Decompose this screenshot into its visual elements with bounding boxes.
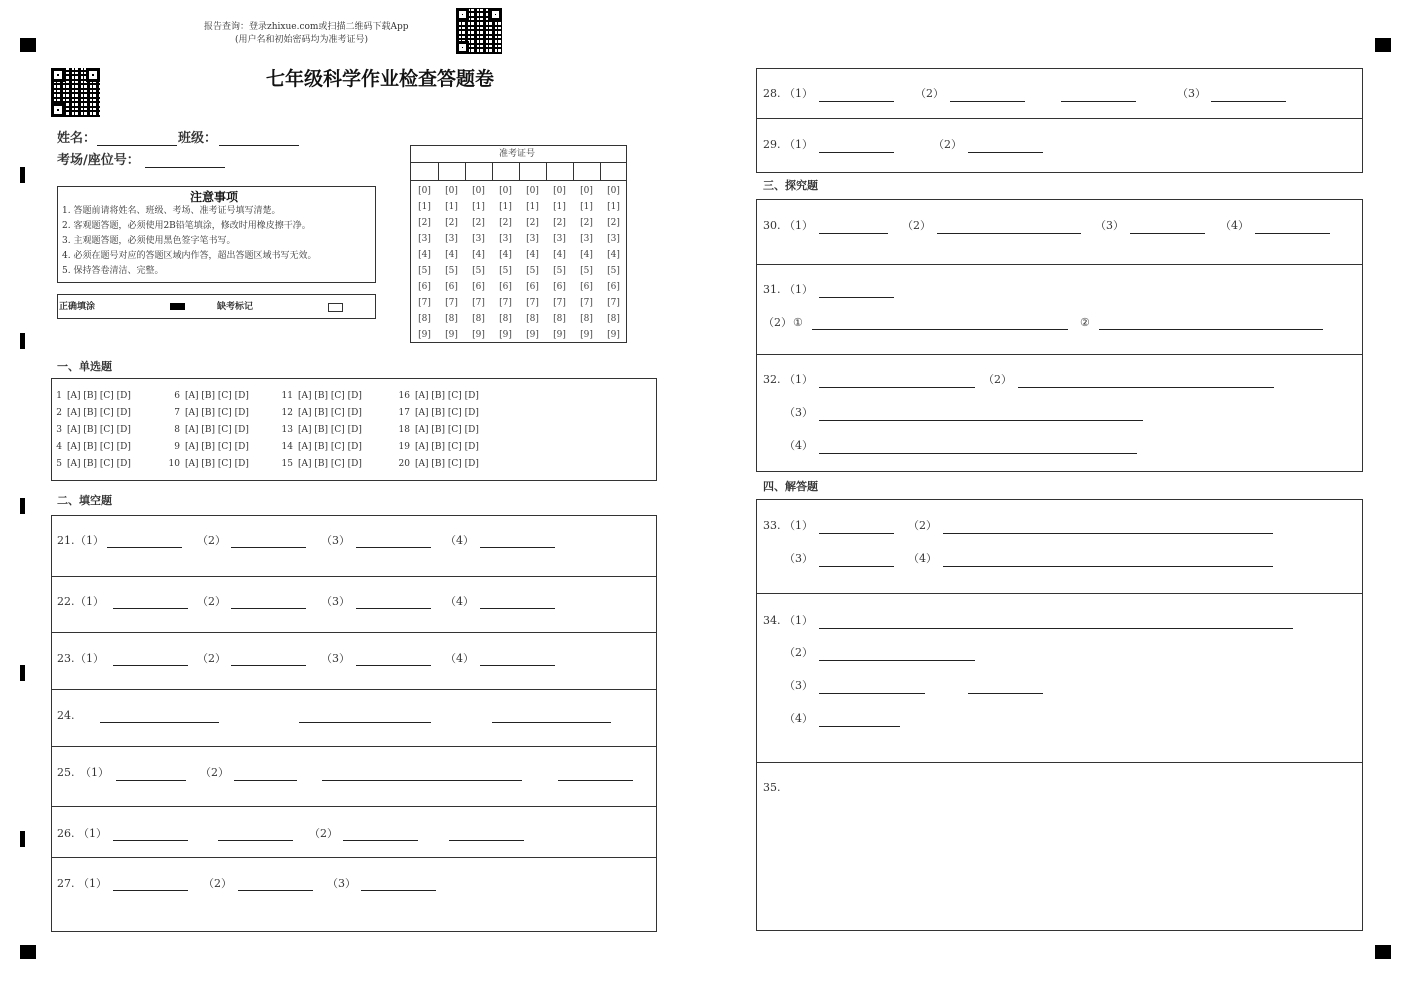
exam-id-bubble[interactable]: [3] bbox=[499, 234, 512, 244]
exam-id-column bbox=[411, 183, 438, 343]
exam-id-bubble[interactable]: [2] bbox=[445, 218, 458, 228]
part-label: （4） bbox=[1220, 219, 1249, 232]
exam-id-bubble[interactable]: [9] bbox=[499, 330, 512, 340]
part-label: （1） bbox=[784, 87, 813, 100]
notice-item: 3. 主观题答题，必须使用黑色签字笔书写。 bbox=[62, 236, 236, 246]
notice-item: 5. 保持答卷清洁、完整。 bbox=[62, 266, 164, 276]
mc-question-number: 19 bbox=[398, 442, 410, 452]
exam-id-bubble[interactable]: [5] bbox=[418, 266, 431, 276]
part-label: （1） bbox=[784, 219, 813, 232]
mc-options[interactable]: [A] [B] [C] [D] bbox=[67, 391, 131, 401]
part-label: （4） bbox=[445, 595, 474, 608]
registration-mark bbox=[1375, 945, 1391, 959]
question-number: 32. bbox=[763, 373, 781, 386]
mc-question-number: 14 bbox=[281, 442, 293, 452]
exam-id-bubble[interactable]: [0] bbox=[418, 186, 431, 196]
answer-blank[interactable] bbox=[356, 608, 431, 609]
exam-id-bubble[interactable]: [4] bbox=[607, 250, 620, 260]
part-label: （1） bbox=[784, 283, 813, 296]
exam-id-bubble[interactable]: [5] bbox=[499, 266, 512, 276]
exam-id-bubble[interactable]: [5] bbox=[607, 266, 620, 276]
exam-id-bubble[interactable]: [9] bbox=[580, 330, 593, 340]
timing-mark bbox=[20, 665, 25, 681]
exam-id-bubble[interactable]: [7] bbox=[607, 298, 620, 308]
answer-blank[interactable] bbox=[819, 152, 894, 153]
part-label: （4） bbox=[784, 712, 813, 725]
answer-blank[interactable] bbox=[819, 726, 900, 727]
answer-blank[interactable] bbox=[819, 628, 1293, 629]
part-label: （2） bbox=[763, 316, 792, 329]
mc-options[interactable]: [A] [B] [C] [D] bbox=[185, 442, 249, 452]
exam-id-bubble[interactable]: [9] bbox=[607, 330, 620, 340]
exam-id-bubble[interactable]: [0] bbox=[445, 186, 458, 196]
exam-id-bubble[interactable]: [1] bbox=[553, 202, 566, 212]
answer-blank[interactable] bbox=[937, 233, 1081, 234]
exam-id-bubble[interactable]: [2] bbox=[499, 218, 512, 228]
registration-mark bbox=[20, 38, 36, 52]
answer-blank[interactable] bbox=[819, 693, 925, 694]
exam-id-bubble[interactable]: [8] bbox=[445, 314, 458, 324]
exam-id-bubble[interactable]: [4] bbox=[526, 250, 539, 260]
seat-field[interactable] bbox=[145, 167, 225, 168]
question-number: 34. bbox=[763, 614, 781, 627]
notice-box bbox=[57, 186, 376, 283]
part-label: （2） bbox=[197, 595, 226, 608]
question-number: 22. bbox=[57, 595, 75, 608]
exam-id-bubble[interactable]: [4] bbox=[499, 250, 512, 260]
mc-options[interactable]: [A] [B] [C] [D] bbox=[185, 425, 249, 435]
sheet-qr-code bbox=[51, 68, 100, 117]
answer-blank[interactable] bbox=[449, 840, 524, 841]
part-label: （1） bbox=[80, 766, 109, 779]
timing-mark bbox=[20, 333, 25, 349]
page-title: 七年级科学作业检查答题卷 bbox=[266, 68, 495, 90]
mc-options[interactable]: [A] [B] [C] [D] bbox=[415, 408, 479, 418]
exam-id-bubble[interactable]: [8] bbox=[553, 314, 566, 324]
part-label: （3） bbox=[784, 679, 813, 692]
answer-blank[interactable] bbox=[234, 780, 297, 781]
part-label: （3） bbox=[1095, 219, 1124, 232]
mc-question-number: 10 bbox=[168, 459, 180, 469]
exam-id-column bbox=[438, 183, 465, 343]
answer-blank[interactable] bbox=[299, 722, 431, 723]
exam-id-grid bbox=[410, 145, 627, 343]
single-choice-box bbox=[51, 378, 657, 481]
notice-item: 4. 必须在题号对应的答题区域内作答，超出答题区域书写无效。 bbox=[62, 251, 317, 261]
answer-blank[interactable] bbox=[480, 608, 555, 609]
class-field[interactable] bbox=[219, 145, 299, 146]
exam-id-bubble[interactable]: [6] bbox=[607, 282, 620, 292]
timing-mark bbox=[20, 831, 25, 847]
exam-id-bubble[interactable]: [6] bbox=[499, 282, 512, 292]
exam-id-bubble[interactable]: [4] bbox=[418, 250, 431, 260]
exam-id-bubble[interactable]: [3] bbox=[607, 234, 620, 244]
answer-blank[interactable] bbox=[1130, 233, 1205, 234]
part-label: （2） bbox=[983, 373, 1012, 386]
exam-id-bubble[interactable]: [8] bbox=[580, 314, 593, 324]
exam-id-column bbox=[600, 183, 627, 343]
exam-id-bubble[interactable]: [0] bbox=[499, 186, 512, 196]
exam-id-bubble[interactable]: [0] bbox=[607, 186, 620, 196]
answer-blank[interactable] bbox=[1099, 329, 1323, 330]
question-number: 21. bbox=[57, 534, 75, 547]
part-label: （2） bbox=[902, 219, 931, 232]
mc-question-number: 5 bbox=[56, 459, 62, 469]
part-label: （1） bbox=[75, 595, 104, 608]
exam-id-bubble[interactable]: [2] bbox=[472, 218, 485, 228]
notice-item: 1. 答题前请将姓名、班级、考场、准考证号填写清楚。 bbox=[62, 206, 281, 216]
exam-id-bubble[interactable]: [8] bbox=[499, 314, 512, 324]
exam-id-bubble[interactable]: [8] bbox=[607, 314, 620, 324]
answer-blank[interactable] bbox=[113, 890, 188, 891]
answer-blank[interactable] bbox=[943, 533, 1273, 534]
exam-id-column bbox=[546, 183, 573, 343]
part-label: （3） bbox=[784, 406, 813, 419]
question-number: 33. bbox=[763, 519, 781, 532]
exam-id-bubble[interactable]: [7] bbox=[418, 298, 431, 308]
exam-id-bubble[interactable]: [9] bbox=[418, 330, 431, 340]
report-query-note: (用户名和初始密码均为准考证号) bbox=[235, 35, 369, 45]
exam-id-bubble[interactable]: [9] bbox=[472, 330, 485, 340]
answer-blank[interactable] bbox=[107, 547, 182, 548]
question-number: 28. bbox=[763, 87, 781, 100]
notice-item: 2. 客观题答题，必须使用2B铅笔填涂，修改时用橡皮擦干净。 bbox=[62, 221, 311, 231]
part-label: （1） bbox=[784, 138, 813, 151]
answer-blank[interactable] bbox=[231, 608, 306, 609]
question-number: 24. bbox=[57, 709, 75, 722]
section-title-fill-blank: 二、填空题 bbox=[57, 494, 112, 507]
fill-blank-box bbox=[51, 515, 657, 932]
answer-blank[interactable] bbox=[1061, 101, 1136, 102]
filled-bubble-sample bbox=[170, 303, 185, 310]
mc-question-number: 17 bbox=[398, 408, 410, 418]
exam-id-bubble[interactable]: [0] bbox=[553, 186, 566, 196]
part-label: （2） bbox=[309, 827, 338, 840]
answer-blank[interactable] bbox=[819, 566, 894, 567]
question-number: 30. bbox=[763, 219, 781, 232]
mc-question-number: 18 bbox=[398, 425, 410, 435]
exam-id-bubble[interactable]: [4] bbox=[580, 250, 593, 260]
answer-blank[interactable] bbox=[558, 780, 633, 781]
part-label: （3） bbox=[1177, 87, 1206, 100]
notice-title: 注意事项 bbox=[190, 190, 239, 204]
mc-question-number: 2 bbox=[56, 408, 62, 418]
absent-mark-label: 缺考标记 bbox=[217, 302, 254, 312]
exam-id-bubble[interactable]: [4] bbox=[553, 250, 566, 260]
mc-question-number: 8 bbox=[174, 425, 180, 435]
class-label: 班级： bbox=[178, 131, 218, 146]
answer-blank[interactable] bbox=[492, 722, 611, 723]
exam-id-bubble[interactable]: [3] bbox=[553, 234, 566, 244]
q28-q29-box bbox=[756, 68, 1363, 173]
exam-id-bubble[interactable]: [1] bbox=[580, 202, 593, 212]
mc-question-number: 11 bbox=[281, 391, 293, 401]
answer-blank[interactable] bbox=[968, 152, 1043, 153]
exam-id-bubble[interactable]: [7] bbox=[553, 298, 566, 308]
answer-blank[interactable] bbox=[116, 780, 186, 781]
fill-correct-label: 正确填涂 bbox=[59, 302, 96, 312]
exam-id-bubble[interactable]: [1] bbox=[526, 202, 539, 212]
part-label: （2） bbox=[908, 519, 937, 532]
fill-legend bbox=[57, 294, 376, 319]
answer-blank[interactable] bbox=[113, 840, 188, 841]
mc-options[interactable]: [A] [B] [C] [D] bbox=[298, 442, 362, 452]
exam-id-column bbox=[573, 183, 600, 343]
part-label: （2） bbox=[933, 138, 962, 151]
exam-id-bubble[interactable]: [7] bbox=[445, 298, 458, 308]
mc-options[interactable]: [A] [B] [C] [D] bbox=[67, 425, 131, 435]
answer-blank[interactable] bbox=[231, 665, 306, 666]
answer-blank[interactable] bbox=[1211, 101, 1286, 102]
exam-id-bubble[interactable]: [5] bbox=[580, 266, 593, 276]
mc-question-number: 13 bbox=[281, 425, 293, 435]
mc-options[interactable]: [A] [B] [C] [D] bbox=[185, 459, 249, 469]
registration-mark bbox=[20, 945, 36, 959]
exam-id-bubble[interactable]: [1] bbox=[472, 202, 485, 212]
answer-blank[interactable] bbox=[812, 329, 1068, 330]
exam-id-bubble[interactable]: [5] bbox=[472, 266, 485, 276]
exam-id-bubble[interactable]: [9] bbox=[553, 330, 566, 340]
mc-options[interactable]: [A] [B] [C] [D] bbox=[298, 391, 362, 401]
q35-answer-area[interactable] bbox=[760, 800, 1358, 926]
registration-mark bbox=[1375, 38, 1391, 52]
exam-id-bubble[interactable]: [0] bbox=[526, 186, 539, 196]
exam-id-bubble[interactable]: [3] bbox=[472, 234, 485, 244]
part-label: （1） bbox=[78, 877, 107, 890]
mc-options[interactable]: [A] [B] [C] [D] bbox=[415, 391, 479, 401]
exam-id-bubble[interactable]: [4] bbox=[445, 250, 458, 260]
exam-id-bubble[interactable]: [1] bbox=[607, 202, 620, 212]
exam-id-bubble[interactable]: [3] bbox=[445, 234, 458, 244]
part-label: （2） bbox=[197, 534, 226, 547]
exam-id-bubble[interactable]: [7] bbox=[580, 298, 593, 308]
answer-blank[interactable] bbox=[1255, 233, 1330, 234]
exam-id-bubble[interactable]: [2] bbox=[580, 218, 593, 228]
mc-options[interactable]: [A] [B] [C] [D] bbox=[415, 425, 479, 435]
answer-blank[interactable] bbox=[238, 890, 313, 891]
answer-blank[interactable] bbox=[356, 547, 431, 548]
part-label: （3） bbox=[327, 877, 356, 890]
report-query-text: 报告查询：登录zhixue.com或扫描二维码下载App bbox=[204, 22, 409, 32]
part-label: （3） bbox=[321, 652, 350, 665]
exam-id-column bbox=[465, 183, 492, 343]
exam-id-bubble[interactable]: [1] bbox=[445, 202, 458, 212]
mc-question-number: 3 bbox=[56, 425, 62, 435]
exam-id-bubble[interactable]: [5] bbox=[445, 266, 458, 276]
exam-id-column bbox=[519, 183, 546, 343]
mc-question-number: 7 bbox=[174, 408, 180, 418]
exam-id-title: 准考证号 bbox=[499, 149, 536, 159]
mc-question-number: 6 bbox=[174, 391, 180, 401]
part-label: （4） bbox=[908, 552, 937, 565]
exam-id-bubble[interactable]: [6] bbox=[472, 282, 485, 292]
answer-blank[interactable] bbox=[218, 840, 293, 841]
mc-options[interactable]: [A] [B] [C] [D] bbox=[67, 442, 131, 452]
app-qr-code[interactable] bbox=[456, 8, 502, 54]
exam-id-bubble[interactable]: [1] bbox=[499, 202, 512, 212]
mc-options[interactable]: [A] [B] [C] [D] bbox=[67, 408, 131, 418]
mc-options[interactable]: [A] [B] [C] [D] bbox=[298, 425, 362, 435]
answer-blank[interactable] bbox=[1018, 387, 1274, 388]
answer-blank[interactable] bbox=[343, 840, 418, 841]
exam-id-bubble[interactable]: [9] bbox=[526, 330, 539, 340]
answer-blank[interactable] bbox=[819, 233, 888, 234]
mc-question-number: 4 bbox=[56, 442, 62, 452]
question-number: 25. bbox=[57, 766, 75, 779]
mc-question-number: 12 bbox=[281, 408, 293, 418]
answer-blank[interactable] bbox=[361, 890, 436, 891]
part-label: （3） bbox=[784, 552, 813, 565]
exam-id-bubble[interactable]: [7] bbox=[526, 298, 539, 308]
part-label: （1） bbox=[78, 827, 107, 840]
question-number: 26. bbox=[57, 827, 75, 840]
part-label: （2） bbox=[197, 652, 226, 665]
part-label: （4） bbox=[445, 652, 474, 665]
mc-options[interactable]: [A] [B] [C] [D] bbox=[298, 459, 362, 469]
mc-question-number: 16 bbox=[398, 391, 410, 401]
part-label: （3） bbox=[321, 595, 350, 608]
question-number: 23. bbox=[57, 652, 75, 665]
section-title-solution: 四、解答题 bbox=[763, 480, 818, 493]
circle-label: ② bbox=[1080, 316, 1090, 329]
exam-id-bubble[interactable]: [7] bbox=[472, 298, 485, 308]
exam-id-bubble[interactable]: [2] bbox=[607, 218, 620, 228]
exam-id-bubble[interactable]: [3] bbox=[526, 234, 539, 244]
answer-blank[interactable] bbox=[943, 566, 1273, 567]
exam-id-bubble[interactable]: [5] bbox=[553, 266, 566, 276]
absent-checkbox[interactable] bbox=[328, 303, 343, 312]
exam-id-bubble[interactable]: [9] bbox=[445, 330, 458, 340]
exam-id-bubble[interactable]: [3] bbox=[580, 234, 593, 244]
part-label: （3） bbox=[321, 534, 350, 547]
answer-blank[interactable] bbox=[231, 547, 306, 548]
exam-id-bubble[interactable]: [2] bbox=[526, 218, 539, 228]
question-number: 29. bbox=[763, 138, 781, 151]
exam-id-bubble[interactable]: [1] bbox=[418, 202, 431, 212]
name-label: 姓名： bbox=[57, 131, 97, 146]
exam-id-bubble[interactable]: [0] bbox=[580, 186, 593, 196]
answer-blank[interactable] bbox=[950, 101, 1025, 102]
exam-id-bubble[interactable]: [8] bbox=[418, 314, 431, 324]
question-number: 35. bbox=[763, 781, 781, 794]
answer-blank[interactable] bbox=[819, 297, 894, 298]
part-label: （2） bbox=[203, 877, 232, 890]
answer-blank[interactable] bbox=[480, 547, 555, 548]
part-label: （1） bbox=[784, 373, 813, 386]
exam-id-bubble[interactable]: [2] bbox=[418, 218, 431, 228]
answer-blank[interactable] bbox=[100, 722, 219, 723]
circle-label: ① bbox=[793, 316, 803, 329]
answer-blank[interactable] bbox=[113, 608, 188, 609]
part-label: （1） bbox=[75, 652, 104, 665]
answer-blank[interactable] bbox=[819, 420, 1143, 421]
exam-id-bubble[interactable]: [8] bbox=[472, 314, 485, 324]
mc-options[interactable]: [A] [B] [C] [D] bbox=[185, 391, 249, 401]
exam-id-bubble[interactable]: [6] bbox=[553, 282, 566, 292]
exam-id-bubble[interactable]: [3] bbox=[418, 234, 431, 244]
part-label: （1） bbox=[75, 534, 104, 547]
name-field[interactable] bbox=[97, 145, 177, 146]
mc-question-number: 1 bbox=[56, 391, 62, 401]
mc-question-number: 9 bbox=[174, 442, 180, 452]
inquiry-box bbox=[756, 199, 1363, 472]
answer-blank[interactable] bbox=[322, 780, 522, 781]
exam-id-bubble[interactable]: [6] bbox=[445, 282, 458, 292]
exam-id-bubble[interactable]: [5] bbox=[526, 266, 539, 276]
part-label: （1） bbox=[784, 614, 813, 627]
part-label: （2） bbox=[200, 766, 229, 779]
exam-id-bubble[interactable]: [6] bbox=[526, 282, 539, 292]
mc-options[interactable]: [A] [B] [C] [D] bbox=[415, 442, 479, 452]
exam-id-bubble[interactable]: [7] bbox=[499, 298, 512, 308]
answer-blank[interactable] bbox=[356, 665, 431, 666]
part-label: （4） bbox=[445, 534, 474, 547]
exam-id-bubble[interactable]: [4] bbox=[472, 250, 485, 260]
answer-blank[interactable] bbox=[968, 693, 1043, 694]
part-label: （4） bbox=[784, 439, 813, 452]
exam-id-bubble[interactable]: [8] bbox=[526, 314, 539, 324]
exam-id-bubble[interactable]: [6] bbox=[580, 282, 593, 292]
mc-options[interactable]: [A] [B] [C] [D] bbox=[298, 408, 362, 418]
answer-blank[interactable] bbox=[113, 665, 188, 666]
mc-question-number: 15 bbox=[281, 459, 293, 469]
answer-blank[interactable] bbox=[819, 387, 975, 388]
answer-blank[interactable] bbox=[480, 665, 555, 666]
answer-blank[interactable] bbox=[819, 101, 894, 102]
mc-question-number: 20 bbox=[398, 459, 410, 469]
seat-label: 考场/座位号： bbox=[57, 153, 140, 168]
exam-id-column bbox=[492, 183, 519, 343]
question-number: 31. bbox=[763, 283, 781, 296]
mc-options[interactable]: [A] [B] [C] [D] bbox=[67, 459, 131, 469]
answer-blank[interactable] bbox=[819, 533, 894, 534]
mc-options[interactable]: [A] [B] [C] [D] bbox=[415, 459, 479, 469]
answer-blank[interactable] bbox=[819, 660, 975, 661]
part-label: （2） bbox=[915, 87, 944, 100]
exam-id-bubble[interactable]: [2] bbox=[553, 218, 566, 228]
part-label: （1） bbox=[784, 519, 813, 532]
mc-options[interactable]: [A] [B] [C] [D] bbox=[185, 408, 249, 418]
section-title-single-choice: 一、单选题 bbox=[57, 360, 112, 373]
timing-mark bbox=[20, 498, 25, 514]
timing-mark bbox=[20, 167, 25, 183]
exam-id-bubble[interactable]: [0] bbox=[472, 186, 485, 196]
answer-blank[interactable] bbox=[819, 453, 1137, 454]
part-label: （2） bbox=[784, 646, 813, 659]
section-title-inquiry: 三、探究题 bbox=[763, 179, 818, 192]
exam-id-bubble[interactable]: [6] bbox=[418, 282, 431, 292]
question-number: 27. bbox=[57, 877, 75, 890]
